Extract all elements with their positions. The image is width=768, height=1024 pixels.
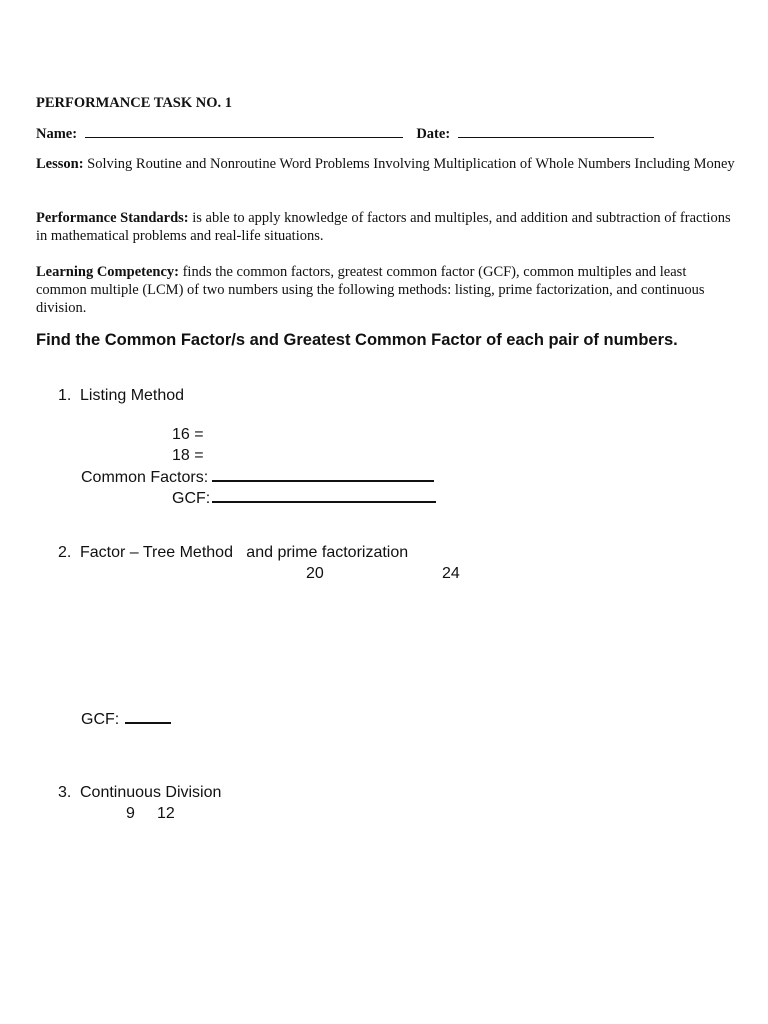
name-date-row [36,124,654,143]
gcf-blank-line[interactable] [125,708,171,724]
item-continuous-division [58,782,221,803]
name-label: Name: [36,126,78,142]
item-number: 1. [58,387,72,404]
common-factors-row [81,466,434,488]
gcf-blank-line[interactable] [212,487,436,503]
gcf-row-factor-tree [81,708,171,730]
lesson-text: Solving Routine and Nonroutine Word Problems Involving Multiplication of Whole Numbers Including Money [83,156,735,172]
gcf-row-listing [172,487,436,509]
item-title: Factor – Tree Method and prime factorization [80,544,409,561]
performance-standards-text: is able to apply knowledge of factors and multiples, and addition and subtraction of fractions in mathematical problems and real-life situations. [36,210,731,244]
performance-standards-paragraph [36,209,736,245]
factor-tree-number-24: 24 [442,565,460,582]
division-number-9: 9 [126,805,135,822]
worksheet-title: PERFORMANCE TASK NO. 1 [36,95,233,111]
common-factors-label: Common Factors: [81,469,209,486]
factor-tree-number-20: 20 [306,565,324,582]
item-number: 3. [58,784,72,801]
learning-competency-paragraph [36,263,736,317]
name-blank-line[interactable] [85,124,403,138]
division-number-12: 12 [157,805,175,822]
item-title: Listing Method [80,387,185,404]
gcf-label: GCF: [81,711,120,728]
factor-line-18: 18 = [172,447,204,464]
factor-line-16: 16 = [172,426,204,443]
item-listing-method [58,385,184,406]
item-title: Continuous Division [80,784,222,801]
gcf-label: GCF: [172,490,211,507]
lesson-label: Lesson: [36,156,84,172]
learning-competency-label: Learning Competency: [36,264,179,280]
performance-standards-label: Performance Standards: [36,210,189,226]
item-number: 2. [58,544,72,561]
date-label: Date: [416,126,451,142]
date-blank-line[interactable] [458,124,654,138]
instruction-heading: Find the Common Factor/s and Greatest Common Factor of each pair of numbers. [36,331,678,349]
item-factor-tree-method [58,542,408,563]
learning-competency-text: finds the common factors, greatest common factor (GCF), common multiples and least common multiple (LCM) of two numbers using the following methods: listing, prime factorization, and continuous division. [36,264,705,316]
lesson-paragraph [36,155,736,173]
common-factors-blank-line[interactable] [212,466,434,482]
